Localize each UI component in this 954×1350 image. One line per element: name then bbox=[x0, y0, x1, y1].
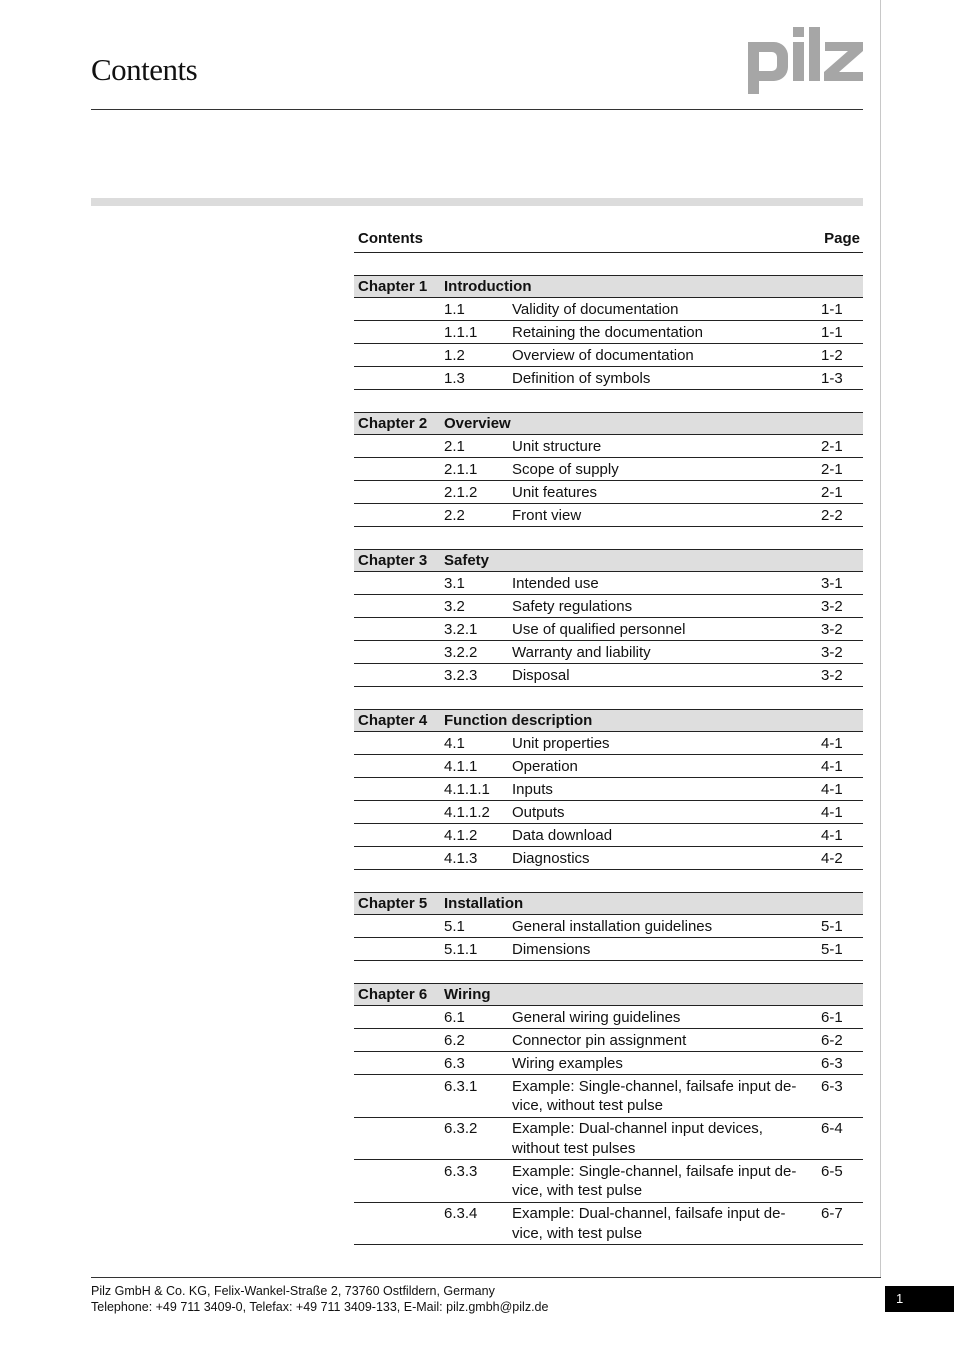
toc-entry-number: 4.1.1 bbox=[444, 757, 478, 775]
toc-entry-row bbox=[354, 298, 863, 321]
chapter-label: Chapter 1 bbox=[358, 278, 428, 295]
toc-entry-row bbox=[354, 504, 863, 527]
toc-entry-title: Example: Single-channel, failsafe input de- vice, without test pulse bbox=[512, 1077, 797, 1114]
toc-entry-page: 4-1 bbox=[821, 803, 843, 821]
toc-entry-title: Retaining the documentation bbox=[512, 323, 703, 341]
toc-entry-number: 3.1 bbox=[444, 574, 465, 592]
chapter-heading-row bbox=[354, 275, 863, 298]
toc-entry-row bbox=[354, 801, 863, 824]
chapter-label: Chapter 6 bbox=[358, 986, 428, 1003]
toc-indent bbox=[354, 1119, 444, 1158]
chapter-title: Function description bbox=[444, 712, 593, 729]
chapter-title: Installation bbox=[444, 895, 524, 912]
chapter-label: Chapter 4 bbox=[358, 712, 428, 729]
toc-entry-number: 4.1.3 bbox=[444, 849, 478, 867]
chapter-label: Chapter 3 bbox=[358, 552, 428, 569]
toc-indent bbox=[354, 826, 444, 846]
toc-entry-number: 4.1.2 bbox=[444, 826, 478, 844]
toc-indent bbox=[354, 1204, 444, 1243]
toc-entry-page: 4-1 bbox=[821, 780, 843, 798]
toc-entry-number: 2.1.1 bbox=[444, 460, 478, 478]
toc-entry-title: Data download bbox=[512, 826, 613, 844]
toc-entry-number: 6.3.4 bbox=[444, 1205, 478, 1222]
toc-entry-row bbox=[354, 847, 863, 870]
toc-entry-row bbox=[354, 321, 863, 344]
toc-indent bbox=[354, 346, 444, 366]
toc-entry-number: 1.1 bbox=[444, 300, 465, 318]
toc-entry-number: 6.3.3 bbox=[444, 1162, 478, 1180]
toc-entry-row bbox=[354, 1075, 863, 1118]
chapter-title: Overview bbox=[444, 415, 511, 432]
toc-entry-number: 6.2 bbox=[444, 1031, 465, 1049]
toc-entry-page: 1-2 bbox=[821, 346, 843, 364]
toc-indent bbox=[354, 460, 444, 480]
toc-entry-row bbox=[354, 755, 863, 778]
toc-indent bbox=[354, 780, 444, 800]
toc-entry-number: 3.2.1 bbox=[444, 620, 478, 638]
toc-entry-page: 2-2 bbox=[821, 506, 843, 524]
page-edge-line bbox=[880, 0, 881, 1278]
footer bbox=[91, 1283, 548, 1315]
toc-entry-number: 3.2.3 bbox=[444, 666, 478, 684]
toc-entry-title: Front view bbox=[512, 506, 582, 524]
toc-entry-page: 4-1 bbox=[821, 757, 843, 775]
toc-indent bbox=[354, 597, 444, 617]
pilz-logo bbox=[748, 27, 864, 95]
toc-entry-number: 1.3 bbox=[444, 369, 465, 387]
chapter-heading-row bbox=[354, 709, 863, 732]
toc-chapter bbox=[354, 709, 863, 870]
toc-entry-number: 4.1.1.2 bbox=[444, 803, 490, 821]
toc-entry-row bbox=[354, 778, 863, 801]
table-of-contents bbox=[354, 226, 863, 1245]
toc-entry-title: Example: Dual-channel, failsafe input de- vice, with test pulse bbox=[512, 1205, 786, 1242]
toc-indent bbox=[354, 483, 444, 503]
toc-entry-page: 4-1 bbox=[821, 734, 843, 752]
toc-indent bbox=[354, 574, 444, 594]
toc-entry-title: Disposal bbox=[512, 666, 570, 684]
toc-indent bbox=[354, 803, 444, 823]
toc-entry-title: Wiring examples bbox=[512, 1054, 623, 1072]
toc-entry-row bbox=[354, 938, 863, 961]
toc-entry-page: 5-1 bbox=[821, 917, 843, 935]
chapter-heading-row bbox=[354, 549, 863, 572]
toc-entry-row bbox=[354, 458, 863, 481]
toc-indent bbox=[354, 1031, 444, 1051]
toc-entry-title: Overview of documentation bbox=[512, 346, 694, 364]
toc-entry-number: 2.2 bbox=[444, 506, 465, 524]
toc-indent bbox=[354, 849, 444, 869]
header-rule bbox=[91, 109, 863, 110]
toc-entry-title: Connector pin assignment bbox=[512, 1031, 687, 1049]
toc-entry-title: Example: Single-channel, failsafe input de- vice, with test pulse bbox=[512, 1162, 797, 1199]
chapter-heading-row bbox=[354, 412, 863, 435]
toc-entry-page: 4-2 bbox=[821, 849, 843, 867]
toc-entry-row bbox=[354, 1006, 863, 1029]
toc-entry-page: 2-1 bbox=[821, 437, 843, 455]
toc-entry-number: 6.1 bbox=[444, 1008, 465, 1026]
toc-entry-title: Operation bbox=[512, 757, 578, 775]
toc-chapter bbox=[354, 275, 863, 390]
toc-entry-page: 4-1 bbox=[821, 826, 843, 844]
toc-entry-row bbox=[354, 618, 863, 641]
chapter-label: Chapter 2 bbox=[358, 415, 428, 432]
toc-entry-number: 5.1.1 bbox=[444, 940, 478, 958]
toc-entry-page: 6-3 bbox=[821, 1077, 843, 1095]
toc-entry-title: Example: Dual-channel input devices, without test pulses bbox=[512, 1120, 763, 1157]
toc-entry-number: 2.1 bbox=[444, 437, 465, 455]
toc-entry-row bbox=[354, 641, 863, 664]
toc-indent bbox=[354, 917, 444, 937]
footer-address: Pilz GmbH & Co. KG, Felix-Wankel-Straße 2, 73760 Ostfildern, Germany bbox=[91, 1284, 495, 1298]
toc-entry-row bbox=[354, 664, 863, 687]
toc-indent bbox=[354, 620, 444, 640]
toc-entry-number: 6.3.2 bbox=[444, 1120, 478, 1137]
toc-entry-row bbox=[354, 595, 863, 618]
toc-entry-page: 6-4 bbox=[821, 1120, 843, 1137]
footer-contact: Telephone: +49 711 3409-0, Telefax: +49 711 3409-133, E-Mail: pilz.gmbh@pilz.de bbox=[91, 1300, 549, 1314]
toc-indent bbox=[354, 437, 444, 457]
toc-entry-title: General wiring guidelines bbox=[512, 1008, 681, 1026]
toc-entry-row bbox=[354, 1052, 863, 1075]
toc-entry-page: 6-1 bbox=[821, 1008, 843, 1026]
toc-entry-title: Intended use bbox=[512, 574, 599, 592]
toc-indent bbox=[354, 369, 444, 389]
toc-entry-page: 6-7 bbox=[821, 1205, 843, 1222]
toc-entry-number: 3.2.2 bbox=[444, 643, 478, 661]
toc-entry-page: 6-2 bbox=[821, 1031, 843, 1049]
toc-entry-title: Unit structure bbox=[512, 437, 602, 455]
page-title: Contents bbox=[91, 52, 198, 87]
toc-entry-number: 1.2 bbox=[444, 346, 465, 364]
toc-chapters bbox=[354, 275, 863, 1245]
toc-entry-title: Use of qualified personnel bbox=[512, 620, 686, 638]
chapter-title: Wiring bbox=[444, 986, 491, 1003]
toc-entry-row bbox=[354, 1029, 863, 1052]
toc-chapter bbox=[354, 983, 863, 1245]
toc-entry-page: 3-2 bbox=[821, 666, 843, 684]
toc-entry-title: Warranty and liability bbox=[512, 643, 651, 661]
toc-entry-row bbox=[354, 367, 863, 390]
toc-indent bbox=[354, 643, 444, 663]
chapter-label: Chapter 5 bbox=[358, 895, 428, 912]
toc-entry-row bbox=[354, 435, 863, 458]
chapter-title: Safety bbox=[444, 552, 490, 569]
toc-entry-row bbox=[354, 732, 863, 755]
toc-entry-row bbox=[354, 1118, 863, 1161]
toc-entry-number: 6.3 bbox=[444, 1054, 465, 1072]
toc-entry-number: 4.1.1.1 bbox=[444, 780, 490, 798]
toc-indent bbox=[354, 734, 444, 754]
toc-entry-page: 6-3 bbox=[821, 1054, 843, 1072]
toc-header bbox=[354, 226, 863, 253]
toc-entry-row bbox=[354, 1160, 863, 1203]
toc-entry-page: 2-1 bbox=[821, 460, 843, 478]
toc-indent bbox=[354, 323, 444, 343]
toc-entry-page: 5-1 bbox=[821, 940, 843, 958]
toc-chapter bbox=[354, 549, 863, 687]
toc-entry-number: 3.2 bbox=[444, 597, 465, 615]
page-number: 1 bbox=[885, 1286, 954, 1312]
toc-indent bbox=[354, 1054, 444, 1074]
toc-entry-number: 6.3.1 bbox=[444, 1077, 478, 1095]
toc-entry-page: 3-1 bbox=[821, 574, 843, 592]
chapter-heading-row bbox=[354, 983, 863, 1006]
toc-indent bbox=[354, 1077, 444, 1116]
toc-entry-title: Dimensions bbox=[512, 940, 591, 958]
toc-entry-title: Diagnostics bbox=[512, 849, 590, 867]
toc-entry-page: 3-2 bbox=[821, 597, 843, 615]
toc-entry-title: Definition of symbols bbox=[512, 369, 651, 387]
toc-entry-title: Outputs bbox=[512, 803, 565, 821]
toc-entry-title: Unit features bbox=[512, 483, 598, 501]
toc-entry-row bbox=[354, 344, 863, 367]
chapter-heading-row bbox=[354, 892, 863, 915]
toc-indent bbox=[354, 506, 444, 526]
chapter-title: Introduction bbox=[444, 278, 532, 295]
toc-entry-title: Inputs bbox=[512, 780, 553, 798]
toc-entry-page: 1-3 bbox=[821, 369, 843, 387]
toc-contents-heading: Contents bbox=[358, 230, 423, 247]
toc-entry-row bbox=[354, 824, 863, 847]
toc-entry-number: 2.1.2 bbox=[444, 483, 478, 501]
toc-entry-page: 3-2 bbox=[821, 620, 843, 638]
toc-entry-page: 2-1 bbox=[821, 483, 843, 501]
toc-entry-title: Validity of documentation bbox=[512, 300, 679, 318]
toc-entry-title: Safety regulations bbox=[512, 597, 633, 615]
toc-page-heading: Page bbox=[824, 230, 860, 247]
toc-indent bbox=[354, 300, 444, 320]
toc-entry-title: Scope of supply bbox=[512, 460, 619, 478]
toc-indent bbox=[354, 1008, 444, 1028]
toc-entry-number: 1.1.1 bbox=[444, 323, 478, 341]
toc-chapter bbox=[354, 412, 863, 527]
toc-entry-page: 3-2 bbox=[821, 643, 843, 661]
toc-entry-page: 1-1 bbox=[821, 323, 843, 341]
toc-entry-page: 6-5 bbox=[821, 1162, 843, 1180]
toc-entry-row bbox=[354, 915, 863, 938]
toc-entry-page: 1-1 bbox=[821, 300, 843, 318]
toc-indent bbox=[354, 666, 444, 686]
toc-indent bbox=[354, 757, 444, 777]
toc-indent bbox=[354, 1162, 444, 1201]
footer-rule bbox=[91, 1277, 881, 1278]
toc-entry-number: 4.1 bbox=[444, 734, 465, 752]
toc-entry-row bbox=[354, 572, 863, 595]
toc-entry-title: General installation guidelines bbox=[512, 917, 713, 935]
toc-chapter bbox=[354, 892, 863, 961]
toc-entry-number: 5.1 bbox=[444, 917, 465, 935]
toc-entry-row bbox=[354, 1203, 863, 1246]
toc-entry-row bbox=[354, 481, 863, 504]
toc-indent bbox=[354, 940, 444, 960]
section-bar bbox=[91, 198, 863, 206]
toc-entry-title: Unit properties bbox=[512, 734, 610, 752]
